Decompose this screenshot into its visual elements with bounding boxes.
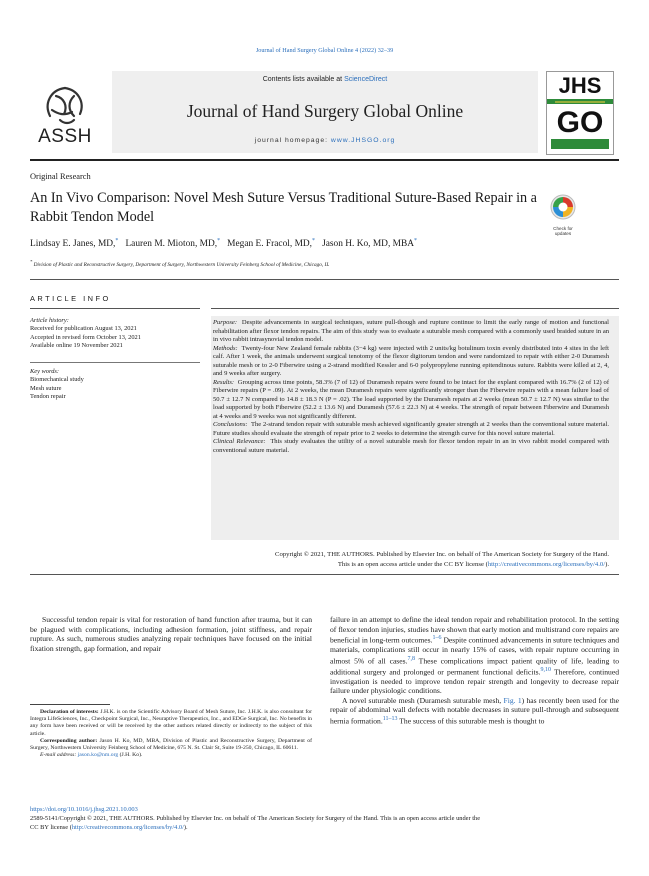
- author-name: Lindsay E. Janes, MD,: [30, 239, 116, 250]
- author-list: [30, 238, 620, 249]
- author-affil-mark[interactable]: *: [312, 238, 316, 244]
- history-online: Available online 19 November 2021: [30, 341, 123, 349]
- email-note: E-mail address: jason.ko@nm.org (J.H. Ko).: [40, 752, 143, 759]
- footnote-rule: [30, 704, 110, 705]
- section-rule: [30, 279, 619, 280]
- article-info-rule: [30, 308, 200, 309]
- body-right-column: [330, 615, 619, 726]
- abstract-methods: Methods: Twenty-four New Zealand female rabbits (3−4 kg) were injected with 2 units/kg botulinum toxin evenly distributed into 4 sites in the left calf. After 1 week, the animals underwent surgical tenotomy of the flexor digitorum tendon and were randomized to repair with either 2-0 Duramesh suturable mesh or to 2-0 Fiberwire using a 2-strand modified Kessler and 6-0 polypropylene running epitendinous suture. Rabbits were killed at 2, 4, and 9 weeks after surgery.: [213, 344, 609, 378]
- abstract-results: Results: Grouping across time points, 58.3% (7 of 12) of Duramesh repairs were found to be intact for the explant compared with 16.7% (2 of 12) of Fiberwire repairs (P = .09). At 2 weeks, the mean Duramesh repairs were significantly stronger than the Fiberwire repairs with a mean failure load of 50.7 ± 12.7 N compared to 14.8 ± 18.3 N (P = .02). The load supported by the Duramesh repairs at 2 weeks (mean 50.7 ± 12.7 N) was similar to the load supported by both Fiberwire (52.2 ± 13.6 N) and Duramesh (57.6 ± 22.3 N) at 4 weeks. The strength of repair between Fiberwire and Duramesh at 4 weeks and 9 weeks was not significantly different.: [213, 378, 609, 420]
- issn-line: 2589-5141/Copyright © 2021, THE AUTHORS. Published by Elsevier Inc. on behalf of The American Society for Surgery of the Hand. This is an open access article under the CC BY license (http://creativecommons.org/licenses/by/4.0/).: [30, 815, 481, 831]
- author-affil-mark[interactable]: *: [414, 238, 417, 244]
- citation-link[interactable]: 7,8: [407, 655, 415, 662]
- license-link[interactable]: http://creativecommons.org/licenses/by/4.0/: [487, 560, 606, 568]
- cover-go-text: GO: [556, 106, 604, 139]
- body-paragraph: Successful tendon repair is vital for restoration of hand function after trauma, but it can be plagued with complications, including adhesion formation, joint stiffness, and repair rupture. As such, numerous studies analyzing repair techniques have focused on the initial fixation strength, gap formation, and repair: [30, 615, 312, 653]
- author-affil-mark[interactable]: *: [115, 238, 119, 244]
- journal-cover-logo: [546, 71, 614, 155]
- keywords: [30, 368, 200, 401]
- assh-wordmark: ASSH: [38, 126, 92, 147]
- author-name: Megan E. Fracol, MD,: [227, 239, 313, 250]
- keyword-item: Mesh suture: [30, 384, 62, 392]
- abstract-relevance: Clinical Relevance: This study evaluates the utility of a novel suturable mesh for flexor tendon repair in an in vivo rabbit model compared with conventional suture material.: [213, 438, 610, 454]
- article-info-divider: [30, 362, 200, 363]
- cover-green-band: [551, 139, 609, 149]
- history-label: Article history:: [30, 317, 69, 324]
- history-accepted: Accepted in revised form October 13, 2021: [30, 333, 141, 341]
- copyright-notice: Copyright © 2021, THE AUTHORS. Published by Elsevier Inc. on behalf of The American Society for Surgery of the Hand. This is an open access article under the CC BY license (http://creativecommons.org/licenses/by/4.0/).: [274, 551, 609, 568]
- journal-homepage: journal homepage: www.JHSGO.org: [254, 137, 396, 144]
- article-category: Original Research: [30, 172, 91, 181]
- author-affil-mark[interactable]: *: [217, 238, 221, 244]
- sciencedirect-link[interactable]: ScienceDirect: [344, 76, 388, 83]
- footer-license-link[interactable]: http://creativecommons.org/licenses/by/4.0/: [71, 823, 184, 831]
- abstract-rule: [211, 308, 619, 309]
- history-received: Received for publication August 13, 2021: [30, 325, 137, 333]
- affiliation: * Division of Plastic and Reconstructive Surgery, Department of Surgery, Northwestern University Feinberg School of Medicine, Chicago, IL: [30, 259, 330, 268]
- corresponding-author-note: Corresponding author: Jason H. Ko, MD, MBA, Division of Plastic and Reconstructive Surgery, Department of Surgery, Northwestern University Feinberg School of Medicine, 675 N. St. Clair St, Suite 19-250, Chicago, IL 60611.: [30, 737, 312, 752]
- journal-title: Journal of Hand Surgery Global Online: [186, 101, 464, 121]
- abstract: [213, 319, 609, 455]
- keyword-item: Biomechanical study: [30, 376, 84, 384]
- crossmark-icon: [548, 193, 578, 221]
- email-link[interactable]: jason.ko@nm.org: [77, 752, 119, 759]
- check-for-updates-badge[interactable]: [548, 193, 578, 235]
- citation-link[interactable]: 9,10: [540, 666, 551, 673]
- author-name: Lauren M. Mioton, MD,: [125, 239, 218, 250]
- figure-link[interactable]: Fig. 1: [503, 695, 522, 705]
- running-citation[interactable]: Journal of Hand Surgery Global Online 4 (2022) 32–39: [255, 47, 394, 54]
- footnotes: [30, 709, 312, 759]
- contents-line: Contents lists available at ScienceDirect: [262, 76, 388, 83]
- disclosure-note: Declaration of interests: J.H.K. is on the Scientific Advisory Board of Mesh Suture, Inc. J.H.K. is also consultant for Integra LifeSciences, Inc., Checkpoint Surgical, Inc., Neuraptive Therapeutics, Inc., and EDGe Surgical, Inc. No benefits in any form have been received or will be received by the other authors related directly or indirectly to the subject of this article.: [30, 709, 312, 737]
- abstract-end-rule: [30, 574, 619, 575]
- body-left-column: [30, 615, 312, 653]
- homepage-link[interactable]: www.JHSGO.org: [330, 137, 396, 144]
- article-history: [30, 317, 200, 350]
- citation-link[interactable]: 1–6: [432, 635, 442, 641]
- keyword-item: Tendon repair: [30, 392, 66, 400]
- header-rule: [30, 159, 619, 161]
- article-info-heading: ARTICLE INFO: [30, 294, 111, 303]
- citation-link[interactable]: 11–13: [382, 715, 398, 722]
- article-title: An In Vivo Comparison: Novel Mesh Suture Versus Traditional Suture-Based Repair in a Rabbit Tendon Model: [30, 190, 537, 225]
- body-paragraph: failure in an attempt to define the ideal tendon repair and rehabilitation protocol. In the setting of flexor tendon injuries, studies have shown that early motion and multistrand core repairs are beneficial in long-term outcomes.$^{1-6}$ Despite continued advancements in suture techniques and materials, complications still occur in nearly 15% of cases, with repair rupture occurring in almost 5% of all cases.$^{7,8}$ These complications impact patient quality of life, leading to additional surgery and prolonged or permanent functional deficits.$^{9,10}$ Therefore, continued investigation is needed to improve tendon repair strength and longevity to decrease repair failure under physiologic conditions.: [330, 615, 619, 696]
- body-paragraph: A novel suturable mesh (Duramesh suturable mesh, Fig. 1) has recently been used for the repair of abdominal wall defects with notable decreases in suture pull-through and subsequent hernia formation.$^{11-13}$ The success of this suturable mesh is thought to: [330, 695, 619, 726]
- author-name: Jason H. Ko, MD, MBA: [322, 239, 414, 250]
- abstract-purpose: Purpose: Despite advancements in surgical techniques, suture pull-though and rupture continue to limit the early range of motion and functional rehabilitation after flexor tendon repairs. The aim of this study was to evaluate a suturable mesh compared with a commonly used braided suture in an in vivo rabbit intrasynovial tendon model.: [213, 319, 609, 344]
- doi-link[interactable]: https://doi.org/10.1016/j.jhsg.2021.10.003: [30, 806, 138, 813]
- keywords-label: Key words:: [30, 368, 60, 375]
- crossmark-label: Check for updates: [553, 226, 573, 237]
- cover-jhs-text: JHS: [558, 73, 602, 98]
- abstract-conclusions: Conclusions: The 2-strand tendon repair with suturable mesh achieved significantly greater strength at 2 weeks than the conventional suture material. Future studies should evaluate the strength of repair prior to 2 weeks to determine the strength curve for this novel suture material.: [213, 421, 610, 437]
